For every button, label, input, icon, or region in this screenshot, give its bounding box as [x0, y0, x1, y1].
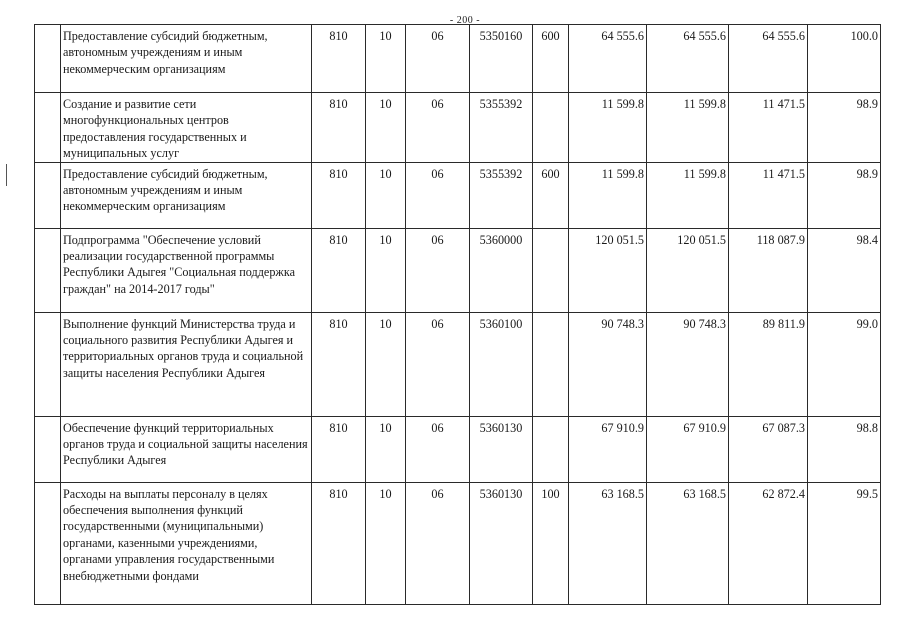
percent-cell: 98.4: [808, 228, 881, 312]
item-name-cell: Расходы на выплаты персоналу в целях обеспечения выполнения функций государственными (муниципальными) органами, казенными учреждениями, органами управления государственными внебюджетными фондами: [61, 482, 312, 604]
row-marker-cell: [35, 162, 61, 228]
table-row: [35, 416, 881, 482]
row-marker-cell: [35, 416, 61, 482]
table-row: [35, 482, 881, 604]
item-name-cell: Обеспечение функций территориальных органов труда и социальной защиты населения Республики Адыгея: [61, 416, 312, 482]
item-name-cell: Предоставление субсидий бюджетным, автономным учреждениям и иным некоммерческим организациям: [61, 162, 312, 228]
subsection-code-cell: 06: [406, 482, 470, 604]
plan-initial-cell: 90 748.3: [569, 312, 647, 416]
percent-cell: 98.9: [808, 162, 881, 228]
executed-cell: 89 811.9: [729, 312, 808, 416]
section-code-cell: 10: [366, 312, 406, 416]
target-code-cell: 5350160: [470, 25, 533, 93]
executed-cell: 118 087.9: [729, 228, 808, 312]
percent-cell: 99.5: [808, 482, 881, 604]
item-name-cell: Создание и развитие сети многофункциональных центров предоставления государственных и муниципальных услуг: [61, 93, 312, 163]
plan-revised-cell: 90 748.3: [647, 312, 729, 416]
expense-type-cell: [533, 312, 569, 416]
plan-revised-cell: 11 599.8: [647, 93, 729, 163]
table-row: [35, 228, 881, 312]
target-code-cell: 5360130: [470, 416, 533, 482]
expense-type-cell: [533, 228, 569, 312]
table-row: [35, 312, 881, 416]
item-name-cell: Подпрограмма "Обеспечение условий реализации государственной программы Республики Адыгея "Социальная поддержка граждан" на 2014-2017 годы": [61, 228, 312, 312]
plan-initial-cell: 11 599.8: [569, 93, 647, 163]
plan-revised-cell: 11 599.8: [647, 162, 729, 228]
percent-cell: 100.0: [808, 25, 881, 93]
row-marker-cell: [35, 228, 61, 312]
row-marker-cell: [35, 312, 61, 416]
row-marker-cell: [35, 93, 61, 163]
plan-initial-cell: 64 555.6: [569, 25, 647, 93]
subsection-code-cell: 06: [406, 416, 470, 482]
expense-type-cell: [533, 93, 569, 163]
plan-initial-cell: 120 051.5: [569, 228, 647, 312]
subsection-code-cell: 06: [406, 25, 470, 93]
margin-mark: [6, 164, 7, 186]
table-row: [35, 93, 881, 163]
page-number: - 200 -: [449, 15, 481, 26]
plan-revised-cell: 63 168.5: [647, 482, 729, 604]
expense-type-cell: 100: [533, 482, 569, 604]
executed-cell: 64 555.6: [729, 25, 808, 93]
executed-cell: 62 872.4: [729, 482, 808, 604]
row-marker-cell: [35, 482, 61, 604]
ministry-code-cell: 810: [312, 25, 366, 93]
section-code-cell: 10: [366, 416, 406, 482]
target-code-cell: 5360100: [470, 312, 533, 416]
target-code-cell: 5360130: [470, 482, 533, 604]
subsection-code-cell: 06: [406, 162, 470, 228]
section-code-cell: 10: [366, 25, 406, 93]
row-marker-cell: [35, 25, 61, 93]
item-name-cell: Предоставление субсидий бюджетным, автономным учреждениям и иным некоммерческим организациям: [61, 25, 312, 93]
percent-cell: 99.0: [808, 312, 881, 416]
percent-cell: 98.8: [808, 416, 881, 482]
ministry-code-cell: 810: [312, 93, 366, 163]
section-code-cell: 10: [366, 162, 406, 228]
ministry-code-cell: 810: [312, 162, 366, 228]
table-row: [35, 162, 881, 228]
expense-type-cell: 600: [533, 162, 569, 228]
target-code-cell: 5360000: [470, 228, 533, 312]
budget-table: [34, 24, 881, 605]
subsection-code-cell: 06: [406, 93, 470, 163]
section-code-cell: 10: [366, 93, 406, 163]
executed-cell: 11 471.5: [729, 162, 808, 228]
expense-type-cell: 600: [533, 25, 569, 93]
expense-type-cell: [533, 416, 569, 482]
ministry-code-cell: 810: [312, 416, 366, 482]
ministry-code-cell: 810: [312, 228, 366, 312]
subsection-code-cell: 06: [406, 312, 470, 416]
table-row: [35, 25, 881, 93]
plan-revised-cell: 64 555.6: [647, 25, 729, 93]
item-name-cell: Выполнение функций Министерства труда и социального развития Республики Адыгея и территориальных органов труда и социальной защиты населения Республики Адыгея: [61, 312, 312, 416]
target-code-cell: 5355392: [470, 162, 533, 228]
plan-revised-cell: 120 051.5: [647, 228, 729, 312]
plan-revised-cell: 67 910.9: [647, 416, 729, 482]
ministry-code-cell: 810: [312, 312, 366, 416]
plan-initial-cell: 11 599.8: [569, 162, 647, 228]
executed-cell: 67 087.3: [729, 416, 808, 482]
section-code-cell: 10: [366, 228, 406, 312]
plan-initial-cell: 67 910.9: [569, 416, 647, 482]
subsection-code-cell: 06: [406, 228, 470, 312]
target-code-cell: 5355392: [470, 93, 533, 163]
percent-cell: 98.9: [808, 93, 881, 163]
plan-initial-cell: 63 168.5: [569, 482, 647, 604]
ministry-code-cell: 810: [312, 482, 366, 604]
executed-cell: 11 471.5: [729, 93, 808, 163]
section-code-cell: 10: [366, 482, 406, 604]
